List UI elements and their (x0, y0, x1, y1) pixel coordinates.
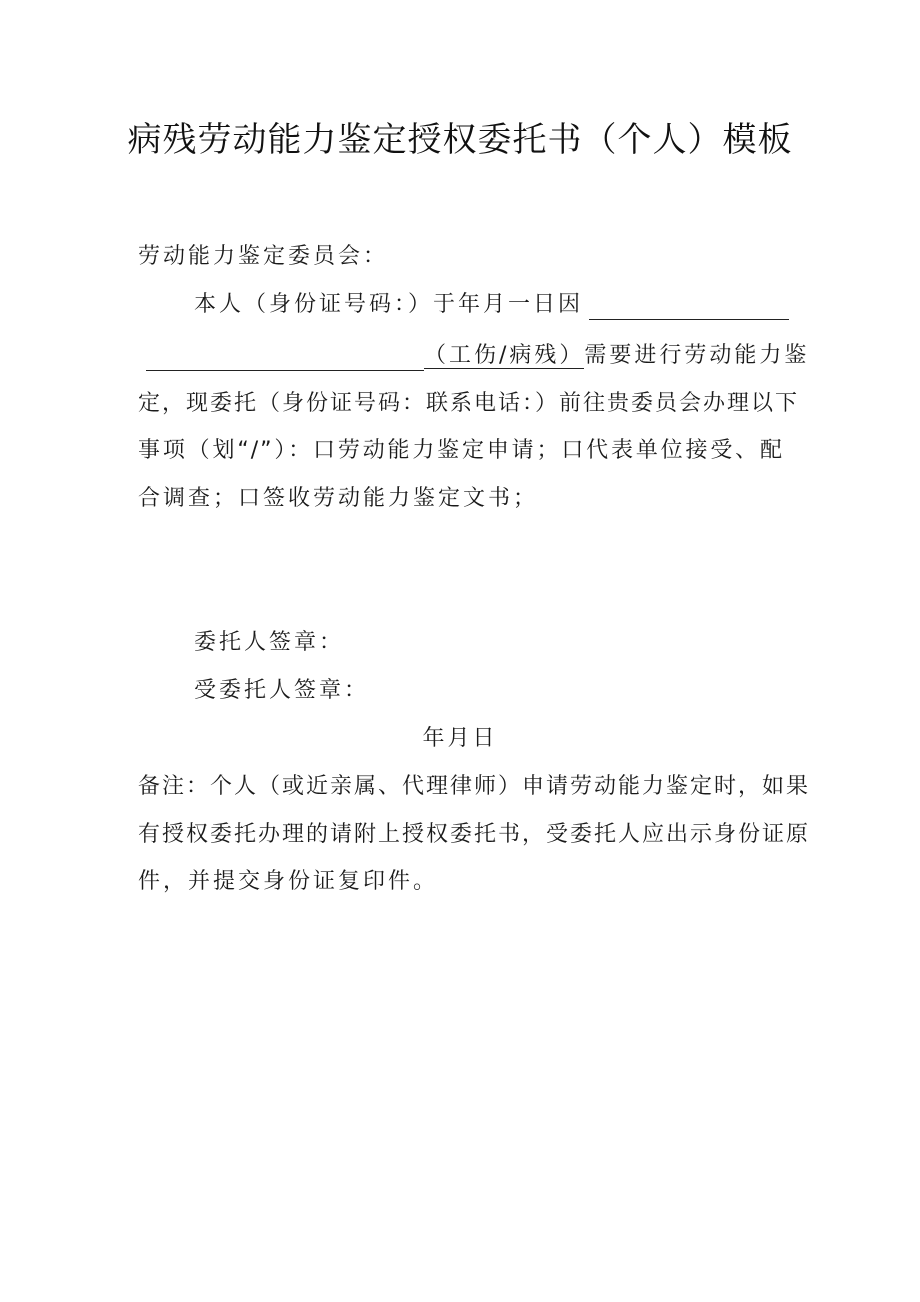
date-line: 年月日 (422, 726, 498, 751)
note-line-2: 有授权委托办理的请附上授权委托书，受委托人应出示身份证原 (138, 822, 811, 847)
cause-continuation-blank (146, 346, 424, 371)
cause-blank-field (589, 295, 789, 320)
note-line-3: 件，并提交身份证复印件。 (138, 869, 439, 894)
paragraph-line-1-text: 本人（身份证号码：）于年月一日因 (194, 292, 584, 317)
note-line-1: 备注：个人（或近亲属、代理律师）申请劳动能力鉴定时，如果 (138, 774, 811, 799)
salutation: 劳动能力鉴定委员会： (138, 244, 389, 269)
paragraph-line-2 (146, 341, 809, 371)
paragraph-line-2-text: 需要进行劳动能力鉴 (584, 343, 810, 368)
injury-type-label: （工伤/病残） (424, 343, 585, 368)
paragraph-line-4: 事项（划“/”）：口劳动能力鉴定申请；口代表单位接受、配 (138, 438, 784, 463)
paragraph-line-3: 定，现委托（身份证号码：联系电话：）前往贵委员会办理以下 (138, 391, 800, 416)
agent-signature-label: 受委托人签章： (194, 678, 370, 703)
document-title: 病残劳动能力鉴定授权委托书（个人）模板 (127, 120, 793, 160)
paragraph-line-1 (194, 290, 789, 320)
paragraph-line-5: 合调查；口签收劳动能力鉴定文书； (138, 486, 539, 511)
principal-signature-label: 委托人签章： (194, 630, 345, 655)
